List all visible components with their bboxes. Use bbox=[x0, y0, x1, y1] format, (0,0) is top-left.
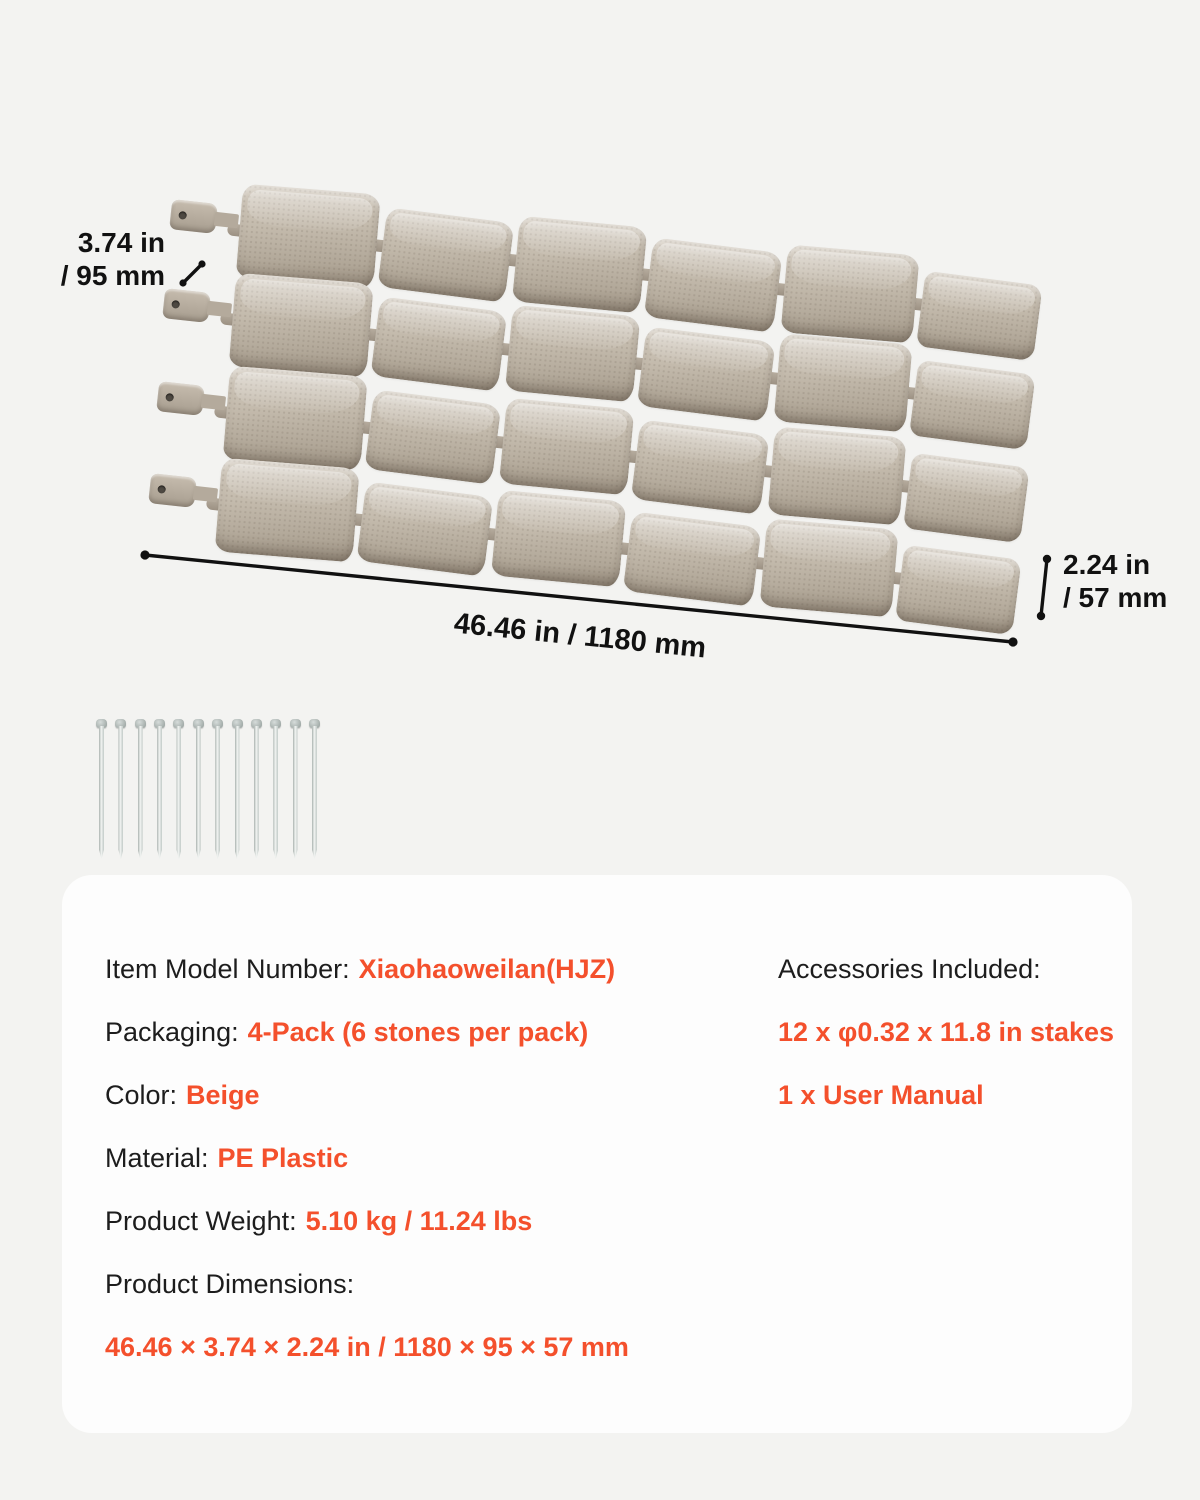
spec-card bbox=[62, 875, 1132, 1433]
spec-dimensions-value: 46.46 × 3.74 × 2.24 in / 1180 × 95 × 57 mm bbox=[105, 1332, 629, 1362]
height-dimension-inches: 2.24 in bbox=[1063, 549, 1151, 580]
spec-value: Beige bbox=[186, 1080, 260, 1110]
spec-value: 4-Pack (6 stones per pack) bbox=[247, 1017, 589, 1047]
spec-label: Product Dimensions: bbox=[105, 1269, 355, 1299]
height-dimension-label bbox=[1063, 548, 1193, 614]
width-dimension-inches: 3.74 in bbox=[77, 227, 165, 258]
connector-tab bbox=[169, 199, 218, 234]
spec-row-color bbox=[105, 1079, 260, 1111]
stone bbox=[370, 296, 507, 391]
stakes-row bbox=[99, 719, 317, 859]
connector-tab bbox=[156, 381, 205, 416]
accessory-item-manual: 1 x User Manual bbox=[778, 1080, 984, 1110]
spec-label: Packaging: bbox=[105, 1017, 239, 1047]
connector-tab bbox=[148, 473, 197, 508]
stake bbox=[118, 719, 123, 859]
height-dimension-mm: / 57 mm bbox=[1063, 582, 1168, 613]
spec-row-dimensions bbox=[105, 1268, 354, 1300]
spec-label: Item Model Number: bbox=[105, 954, 350, 984]
stake bbox=[196, 719, 201, 859]
stone bbox=[774, 333, 913, 432]
stone bbox=[512, 216, 648, 314]
spec-row-material bbox=[105, 1142, 348, 1174]
accessories-title: Accessories Included: bbox=[778, 954, 1041, 984]
stone bbox=[499, 398, 635, 496]
stone bbox=[364, 389, 501, 484]
stake bbox=[99, 719, 104, 859]
spec-row-model bbox=[105, 953, 615, 985]
spec-value: 5.10 kg / 11.24 lbs bbox=[305, 1206, 533, 1236]
spec-label: Material: bbox=[105, 1143, 209, 1173]
stake bbox=[235, 719, 240, 859]
stone bbox=[637, 326, 776, 421]
stone bbox=[903, 453, 1030, 544]
stone bbox=[229, 273, 374, 378]
stake bbox=[254, 719, 259, 859]
spec-value: Xiaohaoweilan(HJZ) bbox=[358, 954, 616, 984]
accessory-item-stakes: 12 x φ0.32 x 11.8 in stakes bbox=[778, 1017, 1115, 1047]
connector-tab bbox=[162, 288, 211, 323]
stake bbox=[312, 719, 317, 859]
stone bbox=[223, 366, 368, 471]
width-dimension-label bbox=[40, 226, 165, 292]
stone bbox=[781, 244, 920, 343]
stake bbox=[176, 719, 181, 859]
spec-label: Product Weight: bbox=[105, 1206, 297, 1236]
stake bbox=[215, 719, 220, 859]
stake bbox=[293, 719, 298, 859]
spec-row-weight bbox=[105, 1205, 532, 1237]
spec-label: Color: bbox=[105, 1080, 178, 1110]
stone bbox=[768, 426, 907, 525]
spec-value: PE Plastic bbox=[217, 1143, 349, 1173]
stake bbox=[157, 719, 162, 859]
stake bbox=[273, 719, 278, 859]
stake bbox=[138, 719, 143, 859]
height-dimension-line bbox=[1028, 550, 1060, 626]
width-dimension-mm: / 95 mm bbox=[60, 260, 165, 291]
spec-row-packaging bbox=[105, 1016, 588, 1048]
stone bbox=[505, 305, 641, 403]
stone bbox=[909, 360, 1036, 451]
width-dimension-pointer-icon bbox=[176, 256, 210, 290]
length-dimension-label: 46.46 in / 1180 mm bbox=[452, 607, 708, 665]
